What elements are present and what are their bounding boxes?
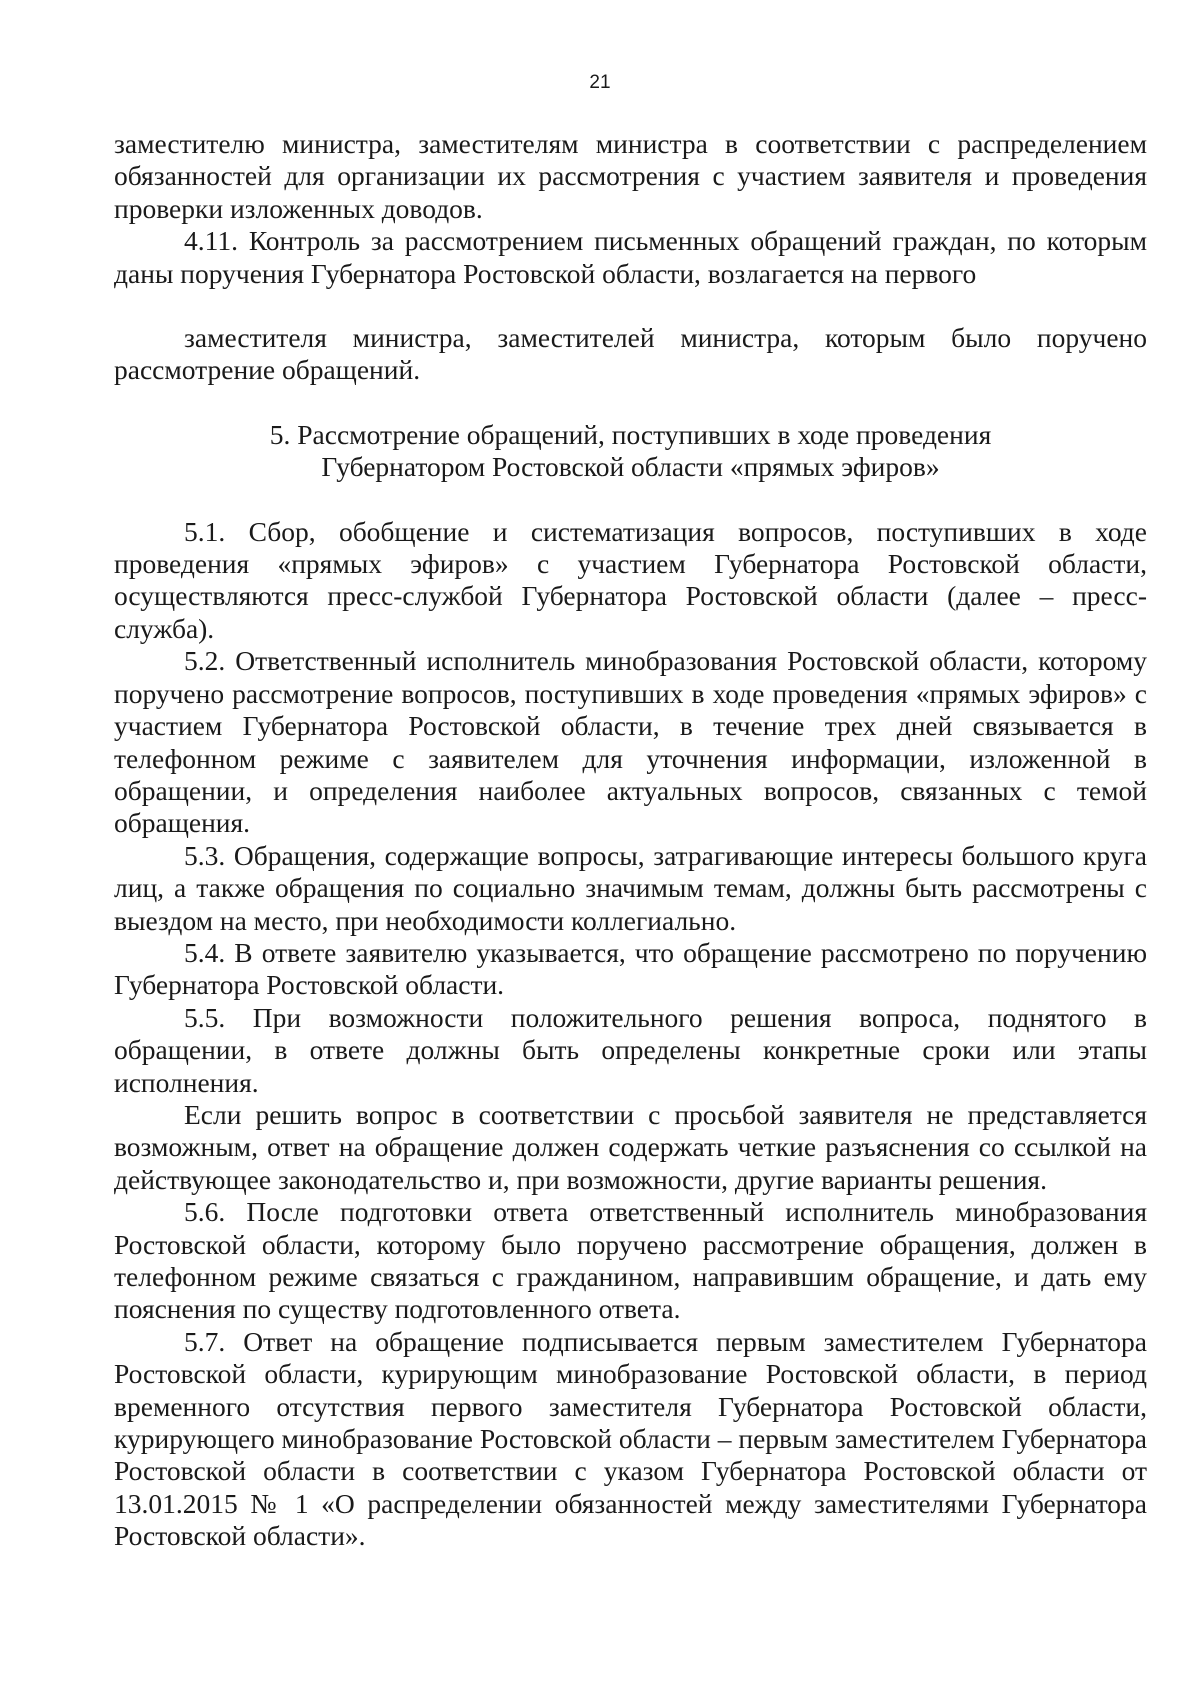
section-heading-line-1: 5. Рассмотрение обращений, поступивших в ходе проведения — [269, 418, 992, 450]
paragraph-5-7: 5.7. Ответ на обращение подписывается первым заместителем Губернатора Ростовской области, курирующим минобразование Ростовской области, в период временного отсутствия первого заместителя Губернатора Ростовской области, курирующего минобразование Ростовской области – первым заместителем Губернатора Ростовской области в соответствии с указом Губернатора Ростовской области от 13.01.2015 № 1 «О распределении обязанностей между заместителями Губернатора Ростовской области». — [114, 1325, 1147, 1552]
document-body — [114, 128, 1147, 1553]
paragraph-5-6: 5.6. После подготовки ответа ответственный исполнитель минобразования Ростовской области, которому было поручено рассмотрение обращения, должен в телефонном режиме связаться с гражданином, направившим обращение, и дать ему пояснения по существу подготовленного ответа. — [114, 1196, 1147, 1325]
paragraph-4-11-continued: заместителя министра, заместителей министра, которым было поручено рассмотрение обращений. — [114, 322, 1147, 386]
paragraph-5-5-continued: Если решить вопрос в соответствии с просьбой заявителя не представляется возможным, ответ на обращение должен содержать четкие разъяснения со ссылкой на действующее законодательство и, при возможности, другие варианты решения. — [114, 1098, 1147, 1195]
page-number: 21 — [589, 72, 611, 93]
section-heading-line-2: Губернатором Ростовской области «прямых эфиров» — [321, 451, 940, 483]
paragraph-5-3: 5.3. Обращения, содержащие вопросы, затрагивающие интересы большого круга лиц, а также обращения по социально значимым темам, должны быть рассмотрены с выездом на место, при необходимости коллегиально. — [114, 839, 1147, 936]
paragraph-5-5: 5.5. При возможности положительного решения вопроса, поднятого в обращении, в ответе должны быть определены конкретные сроки или этапы исполнения. — [114, 1001, 1147, 1098]
paragraph-5-1: 5.1. Сбор, обобщение и систематизация вопросов, поступивших в ходе проведения «прямых эфиров» с участием Губернатора Ростовской области, осуществляются пресс-службой Губернатора Ростовской области (далее – пресс-служба). — [114, 515, 1147, 644]
section-heading — [114, 419, 1147, 484]
paragraph-continuation: заместителю министра, заместителям министра в соответствии с распределением обязанностей для организации их рассмотрения с участием заявителя и проведения проверки изложенных доводов. — [114, 128, 1147, 224]
paragraph-5-4: 5.4. В ответе заявителю указывается, что обращение рассмотрено по поручению Губернатора Ростовской области. — [114, 936, 1147, 1001]
paragraph-5-2: 5.2. Ответственный исполнитель минобразования Ростовской области, которому поручено рассмотрение вопросов, поступивших в ходе проведения «прямых эфиров» с участием Губернатора Ростовской области, в течение трех дней связывается в телефонном режиме с заявителем для уточнения информации, изложенной в обращении, и определения наиболее актуальных вопросов, связанных с темой обращения. — [114, 645, 1147, 839]
paragraph-4-11: 4.11. Контроль за рассмотрением письменных обращений граждан, по которым даны поручения Губернатора Ростовской области, возлагается на первого — [114, 225, 1147, 289]
